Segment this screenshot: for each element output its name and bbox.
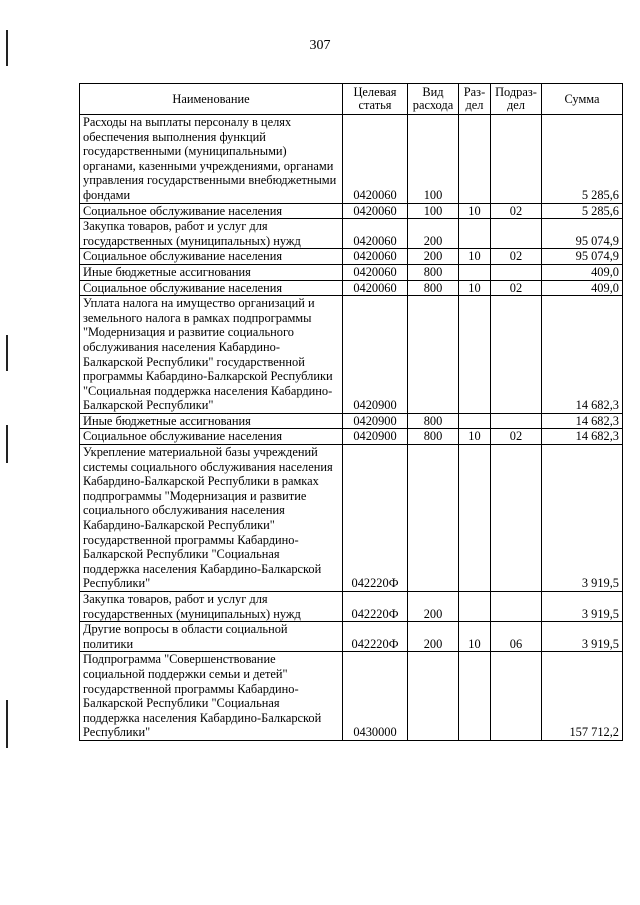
table-row	[80, 280, 623, 296]
row-subsection: 02	[491, 429, 542, 445]
row-name: Социальное обслуживание населения	[80, 429, 343, 445]
row-name: Закупка товаров, работ и услуг для государственных (муниципальных) нужд	[80, 219, 343, 249]
row-code: 042220Ф	[343, 622, 408, 652]
row-name: Уплата налога на имущество организаций и земельного налога в рамках подпрограммы "Модернизация и развитие социального обслуживания населения Кабардино-Балкарской Республики" государственной программы Кабардино-Балкарской Республики "Социальная поддержка населения Кабардино-Балкарской Республики"	[80, 296, 343, 414]
table-row	[80, 249, 623, 265]
row-subsection: 06	[491, 622, 542, 652]
budget-table	[79, 83, 623, 741]
row-code: 042220Ф	[343, 445, 408, 592]
table-row	[80, 445, 623, 592]
row-kind: 800	[408, 413, 459, 429]
row-section	[459, 413, 491, 429]
row-kind: 200	[408, 249, 459, 265]
row-sum: 5 285,6	[542, 203, 623, 219]
row-sum: 157 712,2	[542, 652, 623, 741]
row-section: 10	[459, 622, 491, 652]
row-sum: 95 074,9	[542, 249, 623, 265]
row-kind	[408, 296, 459, 414]
row-sum: 14 682,3	[542, 429, 623, 445]
row-name: Расходы на выплаты персоналу в целях обеспечения выполнения функций государственными (муниципальными) органами, казенными учреждениями, органами управления государственными внебюджетными фондами	[80, 115, 343, 204]
row-sum: 3 919,5	[542, 592, 623, 622]
margin-mark	[6, 335, 8, 371]
row-kind: 800	[408, 280, 459, 296]
row-section	[459, 296, 491, 414]
row-name: Социальное обслуживание населения	[80, 280, 343, 296]
row-section	[459, 264, 491, 280]
row-kind: 800	[408, 264, 459, 280]
row-section: 10	[459, 249, 491, 265]
row-code: 0420060	[343, 280, 408, 296]
header-sum: Сумма	[542, 84, 623, 115]
row-sum: 3 919,5	[542, 445, 623, 592]
table-row	[80, 296, 623, 414]
row-section: 10	[459, 429, 491, 445]
header-subsection: Подраз-дел	[491, 84, 542, 115]
row-sum: 3 919,5	[542, 622, 623, 652]
row-section: 10	[459, 280, 491, 296]
row-code: 0420060	[343, 249, 408, 265]
row-section	[459, 115, 491, 204]
header-name: Наименование	[80, 84, 343, 115]
row-kind: 100	[408, 115, 459, 204]
row-name: Социальное обслуживание населения	[80, 203, 343, 219]
row-subsection	[491, 115, 542, 204]
row-subsection	[491, 219, 542, 249]
row-subsection	[491, 296, 542, 414]
row-sum: 95 074,9	[542, 219, 623, 249]
row-section: 10	[459, 203, 491, 219]
table-row	[80, 592, 623, 622]
header-kind: Вид расхода	[408, 84, 459, 115]
table-row	[80, 652, 623, 741]
row-name: Закупка товаров, работ и услуг для государственных (муниципальных) нужд	[80, 592, 343, 622]
row-code: 042220Ф	[343, 592, 408, 622]
row-kind: 800	[408, 429, 459, 445]
row-sum: 409,0	[542, 264, 623, 280]
row-name: Иные бюджетные ассигнования	[80, 413, 343, 429]
page-number: 307	[309, 38, 331, 53]
row-code: 0430000	[343, 652, 408, 741]
table-row	[80, 203, 623, 219]
header-code: Целевая статья	[343, 84, 408, 115]
table-row	[80, 264, 623, 280]
margin-mark	[6, 30, 8, 66]
row-code: 0420900	[343, 296, 408, 414]
row-name: Иные бюджетные ассигнования	[80, 264, 343, 280]
row-kind: 100	[408, 203, 459, 219]
row-name: Укрепление материальной базы учреждений системы социального обслуживания населения Кабардино-Балкарской Республики в рамках подпрограммы "Модернизация и развитие социального обслуживания населения Кабардино-Балкарской Республики" государственной программы Кабардино-Балкарской Республики "Социальная поддержка населения Кабардино-Балкарской Республики"	[80, 445, 343, 592]
margin-mark	[6, 700, 8, 748]
table-row	[80, 219, 623, 249]
row-name: Подпрограмма "Совершенствование социальной поддержки семьи и детей" государственной программы Кабардино-Балкарской Республики "Социальная поддержка населения Кабардино-Балкарской Республики"	[80, 652, 343, 741]
row-kind: 200	[408, 622, 459, 652]
row-sum: 14 682,3	[542, 296, 623, 414]
table-body	[80, 115, 623, 741]
row-subsection: 02	[491, 249, 542, 265]
row-subsection	[491, 264, 542, 280]
row-subsection	[491, 413, 542, 429]
margin-mark	[6, 425, 8, 463]
table-row	[80, 622, 623, 652]
row-sum: 409,0	[542, 280, 623, 296]
row-kind: 200	[408, 219, 459, 249]
row-code: 0420060	[343, 219, 408, 249]
row-subsection	[491, 652, 542, 741]
row-section	[459, 445, 491, 592]
row-section	[459, 219, 491, 249]
row-subsection	[491, 592, 542, 622]
row-code: 0420900	[343, 429, 408, 445]
row-code: 0420900	[343, 413, 408, 429]
table-row	[80, 413, 623, 429]
row-code: 0420060	[343, 115, 408, 204]
row-subsection: 02	[491, 203, 542, 219]
row-section	[459, 652, 491, 741]
row-kind	[408, 445, 459, 592]
table-row	[80, 115, 623, 204]
row-sum: 5 285,6	[542, 115, 623, 204]
row-kind	[408, 652, 459, 741]
row-subsection	[491, 445, 542, 592]
row-code: 0420060	[343, 203, 408, 219]
row-sum: 14 682,3	[542, 413, 623, 429]
row-section	[459, 592, 491, 622]
row-code: 0420060	[343, 264, 408, 280]
row-name: Другие вопросы в области социальной политики	[80, 622, 343, 652]
row-kind: 200	[408, 592, 459, 622]
table-header-row	[80, 84, 623, 115]
table-row	[80, 429, 623, 445]
row-subsection: 02	[491, 280, 542, 296]
row-name: Социальное обслуживание населения	[80, 249, 343, 265]
header-section: Раз-дел	[459, 84, 491, 115]
